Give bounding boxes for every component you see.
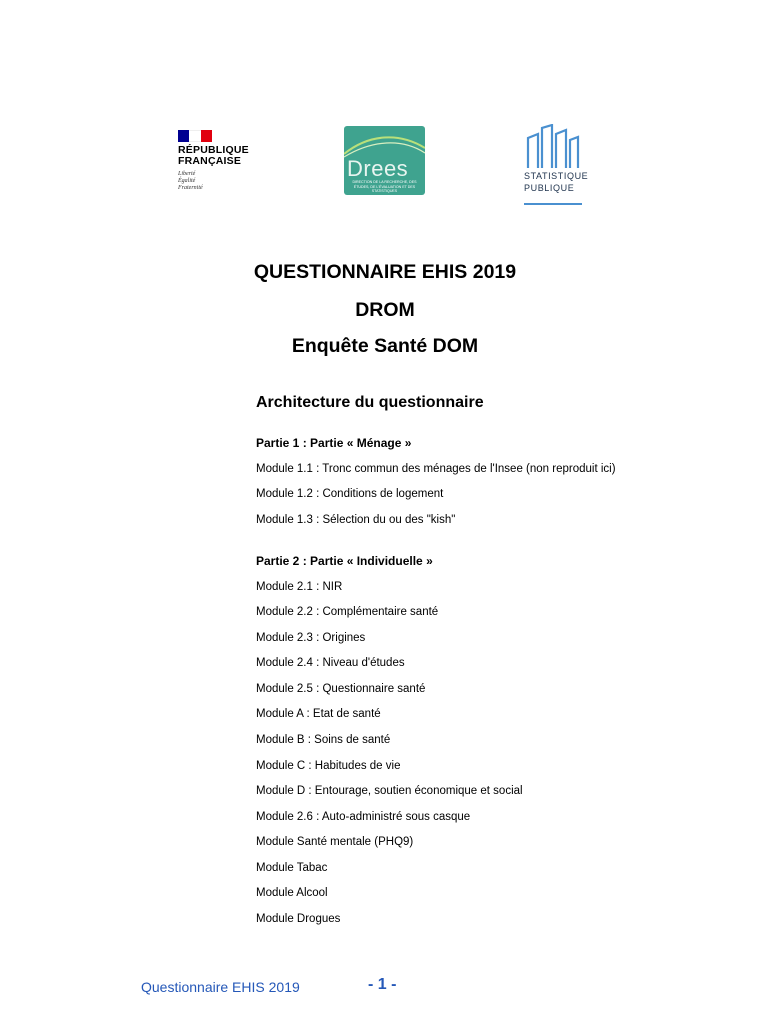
part1-title: Partie 1 : Partie « Ménage » [256, 436, 412, 450]
part2-module-item: Module D : Entourage, soutien économique et social [256, 785, 523, 797]
part2-module-item: Module 2.3 : Origines [256, 632, 366, 644]
rf-line2: FRANÇAISE [178, 155, 242, 167]
rf-motto [178, 171, 258, 192]
document-title: QUESTIONNAIRE EHIS 2019 [253, 261, 517, 283]
statistique-publique-logo [524, 124, 589, 206]
sp-line2: PUBLIQUE [524, 183, 575, 193]
part2-module-item: Module A : Etat de santé [256, 708, 381, 720]
sp-text [524, 170, 589, 194]
part2-module-item: Module Santé mentale (PHQ9) [256, 836, 414, 848]
drees-logo [344, 126, 425, 195]
sp-line1: STATISTIQUE [524, 171, 589, 181]
document-subtitle-drom: DROM [355, 299, 415, 321]
section-title: Architecture du questionnaire [256, 394, 484, 411]
part2-module-item: Module 2.1 : NIR [256, 581, 343, 593]
rf-line1: RÉPUBLIQUE [178, 144, 249, 156]
part2-module-item: Module Drogues [256, 913, 341, 925]
part2-module-item: Module Tabac [256, 862, 328, 874]
rf-motto-2: Égalité [178, 178, 196, 184]
part1-module-item: Module 1.2 : Conditions de logement [256, 488, 444, 500]
republique-francaise-logo [178, 130, 258, 198]
part2-module-item: Module 2.5 : Questionnaire santé [256, 683, 426, 695]
document-subtitle-enquete: Enquête Santé DOM [291, 335, 479, 357]
footer-label: Questionnaire EHIS 2019 [141, 979, 300, 995]
part2-module-item: Module B : Soins de santé [256, 734, 391, 746]
part2-module-item: Module C : Habitudes de vie [256, 760, 401, 772]
part2-title: Partie 2 : Partie « Individuelle » [256, 554, 433, 568]
drees-wordmark: Drees [347, 156, 409, 181]
page-number: - 1 - [368, 976, 397, 993]
rf-motto-1: Liberté [178, 171, 196, 177]
drees-subtitle: DIRECTION DE LA RECHERCHE, DES ÉTUDES, DE L'ÉVALUATION ET DES STATISTIQUES [352, 180, 417, 193]
part2-module-item: Module Alcool [256, 887, 328, 899]
french-flag-icon [178, 130, 212, 142]
part1-module-item: Module 1.3 : Sélection du ou des "kish" [256, 514, 456, 526]
part2-module-item: Module 2.2 : Complémentaire santé [256, 606, 439, 618]
rf-motto-3: Fraternité [178, 185, 203, 191]
part2-module-item: Module 2.4 : Niveau d'études [256, 657, 405, 669]
part2-module-item: Module 2.6 : Auto-administré sous casque [256, 811, 471, 823]
part1-module-item: Module 1.1 : Tronc commun des ménages de l'Insee (non reproduit ici) [256, 463, 616, 475]
